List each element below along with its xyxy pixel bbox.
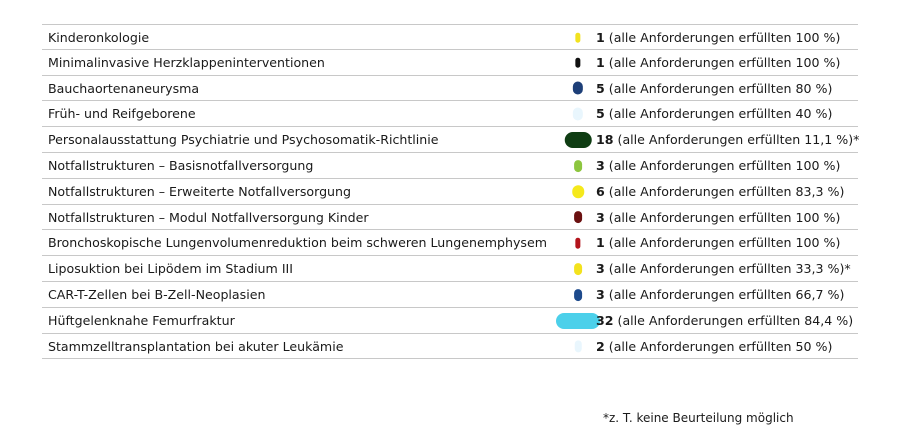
row-label: Stammzelltransplantation bei akuter Leukämie — [48, 338, 344, 354]
table-row — [42, 101, 858, 127]
row-count: 1 — [596, 54, 605, 70]
row-requirements-text: (alle Anforderungen erfüllten 100 %) — [608, 235, 841, 251]
row-requirements-text: (alle Anforderungen erfüllten 40 %) — [608, 106, 833, 122]
row-value — [596, 256, 851, 282]
row-label: Bauchaortenaneurysma — [48, 80, 200, 96]
table-row — [42, 179, 858, 205]
row-value — [596, 50, 840, 76]
row-label: Notfallstrukturen – Basisnotfallversorgung — [48, 157, 314, 173]
count-marker — [574, 212, 582, 224]
row-value — [596, 334, 832, 360]
row-requirements-text: (alle Anforderungen erfüllten 100 %) — [608, 54, 841, 70]
row-label: Liposuktion bei Lipödem im Stadium III — [48, 261, 293, 277]
row-label: Minimalinvasive Herzklappeninterventionen — [48, 54, 325, 70]
row-requirements-text: (alle Anforderungen erfüllten 100 %) — [608, 209, 841, 225]
row-requirements-text: (alle Anforderungen erfüllten 33,3 %)* — [608, 261, 851, 277]
table-row — [42, 24, 858, 50]
count-marker — [573, 82, 583, 95]
row-label: Notfallstrukturen – Erweiterte Notfallversorgung — [48, 183, 352, 199]
row-value — [596, 282, 844, 308]
table-row — [42, 256, 858, 282]
row-value — [596, 179, 844, 205]
count-marker — [575, 238, 580, 249]
row-value — [596, 230, 840, 256]
row-count: 5 — [596, 80, 605, 96]
table-row — [42, 308, 858, 334]
row-value — [596, 76, 832, 102]
count-marker — [556, 313, 600, 329]
row-count: 2 — [596, 338, 605, 354]
row-value — [596, 25, 840, 51]
results-table — [42, 24, 858, 359]
row-count: 1 — [596, 30, 605, 45]
count-marker — [574, 263, 582, 275]
table-row — [42, 205, 858, 231]
row-value — [596, 308, 853, 334]
row-count: 1 — [596, 235, 605, 251]
row-label: Bronchoskopische Lungenvolumenreduktion beim schweren Lungenemphysem — [48, 235, 547, 251]
count-marker — [574, 289, 582, 301]
table-row — [42, 76, 858, 102]
table-row — [42, 282, 858, 308]
row-label: Hüftgelenknahe Femurfraktur — [48, 312, 235, 328]
row-count: 18 — [596, 132, 614, 148]
count-marker — [575, 33, 580, 44]
footnote: *z. T. keine Beurteilung möglich — [603, 411, 794, 425]
count-marker — [573, 108, 583, 121]
row-requirements-text: (alle Anforderungen erfüllten 80 %) — [608, 80, 833, 96]
table-row — [42, 127, 858, 153]
row-label: Notfallstrukturen – Modul Notfallversorgung Kinder — [48, 209, 369, 225]
count-marker — [565, 132, 592, 148]
row-label: CAR-T-Zellen bei B-Zell-Neoplasien — [48, 286, 266, 302]
count-marker — [575, 341, 582, 352]
row-count: 5 — [596, 106, 605, 122]
row-count: 3 — [596, 261, 605, 277]
row-count: 6 — [596, 183, 605, 199]
row-value — [596, 205, 840, 231]
row-count: 3 — [596, 286, 605, 302]
row-value — [596, 153, 840, 179]
row-value — [596, 101, 832, 127]
row-requirements-text: (alle Anforderungen erfüllten 100 %) — [608, 157, 841, 173]
row-requirements-text: (alle Anforderungen erfüllten 50 %) — [608, 338, 833, 354]
count-marker — [572, 185, 584, 199]
row-count: 3 — [596, 209, 605, 225]
row-count: 3 — [596, 157, 605, 173]
row-label: Früh- und Reifgeborene — [48, 106, 196, 122]
table-row — [42, 50, 858, 76]
row-requirements-text: (alle Anforderungen erfüllten 83,3 %) — [608, 183, 845, 199]
count-marker — [575, 57, 580, 68]
table-row — [42, 334, 858, 360]
table-row — [42, 230, 858, 256]
row-label: Personalausstattung Psychiatrie und Psychosomatik-Richtlinie — [48, 132, 439, 148]
row-requirements-text: (alle Anforderungen erfüllten 66,7 %) — [608, 286, 845, 302]
row-requirements-text: (alle Anforderungen erfüllten 11,1 %)* — [617, 132, 860, 148]
row-requirements-text: (alle Anforderungen erfüllten 100 %) — [608, 30, 841, 45]
row-value — [596, 127, 859, 153]
row-count: 32 — [596, 312, 614, 328]
row-requirements-text: (alle Anforderungen erfüllten 84,4 %) — [617, 312, 854, 328]
row-label: Kinderonkologie — [48, 30, 150, 45]
count-marker — [574, 160, 582, 172]
table-row — [42, 153, 858, 179]
